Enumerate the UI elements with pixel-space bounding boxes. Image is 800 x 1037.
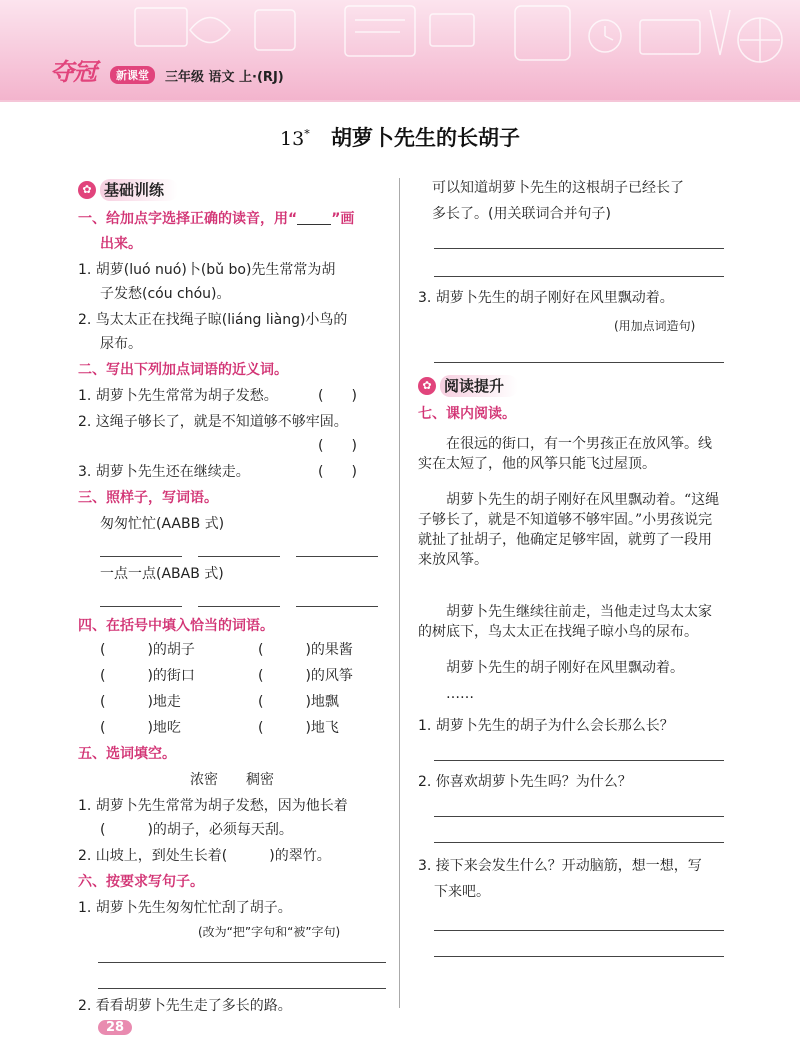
s3-answer-line[interactable] xyxy=(198,606,280,607)
s4-item[interactable]: ( )地飞 xyxy=(258,720,339,736)
answer-line[interactable] xyxy=(434,930,724,931)
reading-ellipsis: …… xyxy=(446,686,474,702)
s4-item[interactable]: ( )的街口 xyxy=(100,668,195,684)
section4-title: 四、在括号中填入恰当的词语。 xyxy=(78,618,274,634)
s2-answer-2[interactable]: ( ) xyxy=(318,438,357,454)
s6-answer-line[interactable] xyxy=(98,988,386,989)
brand-tag: 新课堂 xyxy=(110,66,155,84)
answer-line[interactable] xyxy=(434,276,724,277)
s2-answer-3[interactable]: ( ) xyxy=(318,464,357,480)
s3-answer-line[interactable] xyxy=(296,606,378,607)
reading-paragraph-1: 在很远的街口，有一个男孩正在放风筝。线实在太短了，他的风筝只能飞过屋顶。 xyxy=(418,436,712,472)
s2-answer-1[interactable]: ( ) xyxy=(318,388,357,404)
answer-line[interactable] xyxy=(434,816,724,817)
brand-logo: 夺冠 xyxy=(50,58,96,86)
s2-question-1: 1. 胡萝卜先生常常为胡子发愁。 xyxy=(78,388,278,404)
s5-question-1: 1. 胡萝卜先生常常为胡子发愁，因为他长着 xyxy=(78,798,348,814)
s4-item[interactable]: ( )的风筝 xyxy=(258,668,353,684)
column-divider xyxy=(399,178,400,1008)
section-banner-basic: ✿ 基础训练 xyxy=(78,178,178,202)
school-supplies-decoration xyxy=(0,0,800,100)
section1-title: 一、给加点字选择正确的读音，用“ ”画 xyxy=(78,208,354,229)
answer-line[interactable] xyxy=(434,842,724,843)
section2-title: 二、写出下列加点词语的近义词。 xyxy=(78,362,288,378)
s6-q2-continued: 可以知道胡萝卜先生的这根胡子已经长了 xyxy=(432,180,684,196)
s4-item[interactable]: ( )地飘 xyxy=(258,694,339,710)
s6-q2-continued-2: 多长了。(用关联词合并句子) xyxy=(432,206,611,222)
reading-question-3: 3. 接下来会发生什么？开动脑筋，想一想，写 xyxy=(418,858,702,874)
s6-question-3: 3. 胡萝卜先生的胡子刚好在风里飘动着。 xyxy=(418,290,674,306)
s3-answer-line[interactable] xyxy=(296,556,378,557)
grade-subject-label: 三年级 语文 上·(RJ) xyxy=(165,70,284,85)
flower-icon: ✿ xyxy=(418,377,436,395)
reading-paragraph-4: 胡萝卜先生的胡子刚好在风里飘动着。 xyxy=(446,660,684,676)
reading-question-3-cont: 下来吧。 xyxy=(434,884,490,900)
reading-paragraph-2: 胡萝卜先生的胡子刚好在风里飘动着。“这绳子够长了，就是不知道够不够牢固。”小男孩说完就扯了扯胡子，他确定足够牢固，就剪了一段用来放风筝。 xyxy=(418,492,720,568)
page-title xyxy=(0,122,800,152)
answer-line[interactable] xyxy=(434,956,724,957)
answer-line[interactable] xyxy=(434,362,724,363)
s5-question-2: 2. 山坡上，到处生长着( )的翠竹。 xyxy=(78,848,331,864)
section-banner-reading: ✿ 阅读提升 xyxy=(418,374,518,398)
s3-answer-line[interactable] xyxy=(100,556,182,557)
answer-line[interactable] xyxy=(434,760,724,761)
s3-answer-line[interactable] xyxy=(198,556,280,557)
section1-title-cont: 出来。 xyxy=(100,236,142,252)
s4-item[interactable]: ( )地吃 xyxy=(100,720,181,736)
s1-question-2-cont: 尿布。 xyxy=(100,336,142,352)
s1-question-2: 2. 鸟太太正在找绳子晾(liáng liàng)小鸟的 xyxy=(78,312,348,328)
s3-answer-line[interactable] xyxy=(100,606,182,607)
page-number: 28 xyxy=(98,1020,132,1035)
s2-question-3: 3. 胡萝卜先生还在继续走。 xyxy=(78,464,250,480)
s5-question-1-cont: ( )的胡子，必须每天刮。 xyxy=(100,822,293,838)
section7-title: 七、课内阅读。 xyxy=(418,406,516,422)
section5-title: 五、选词填空。 xyxy=(78,746,176,762)
s1-question-1-cont: 子发愁(cóu chóu)。 xyxy=(100,286,231,302)
s6-question-1: 1. 胡萝卜先生匆匆忙忙刮了胡子。 xyxy=(78,900,292,916)
s3-example-abab: 一点一点(ABAB 式) xyxy=(100,566,224,582)
s6-question-3-note: (用加点词造句) xyxy=(614,319,696,333)
s6-question-2: 2. 看看胡萝卜先生走了多长的路。 xyxy=(78,998,292,1014)
lesson-number: 13* xyxy=(280,127,310,150)
header-divider xyxy=(0,100,800,102)
s1-question-1: 1. 胡萝(luó nuó)卜(bǔ bo)先生常常为胡 xyxy=(78,262,336,278)
s3-example-aabb: 匆匆忙忙(AABB 式) xyxy=(100,516,225,532)
flower-icon: ✿ xyxy=(78,181,96,199)
s5-word-choices: 浓密 稠密 xyxy=(190,772,274,788)
s6-answer-line[interactable] xyxy=(98,962,386,963)
s6-question-1-note: (改为“把”字句和“被”字句) xyxy=(198,925,341,939)
reading-question-2: 2. 你喜欢胡萝卜先生吗？为什么？ xyxy=(418,774,632,790)
s2-question-2: 2. 这绳子够长了，就是不知道够不够牢固。 xyxy=(78,414,348,430)
section6-title: 六、按要求写句子。 xyxy=(78,874,204,890)
s4-item[interactable]: ( )的胡子 xyxy=(100,642,195,658)
page-header xyxy=(0,0,800,100)
s4-item[interactable]: ( )地走 xyxy=(100,694,181,710)
reading-question-1: 1. 胡萝卜先生的胡子为什么会长那么长？ xyxy=(418,718,674,734)
lesson-title: 胡萝卜先生的长胡子 xyxy=(331,125,520,150)
reading-paragraph-3: 胡萝卜先生继续往前走，当他走过鸟太太家的树底下，鸟太太正在找绳子晾小鸟的尿布。 xyxy=(418,604,712,640)
answer-line[interactable] xyxy=(434,248,724,249)
section3-title: 三、照样子，写词语。 xyxy=(78,490,218,506)
s4-item[interactable]: ( )的果酱 xyxy=(258,642,353,658)
